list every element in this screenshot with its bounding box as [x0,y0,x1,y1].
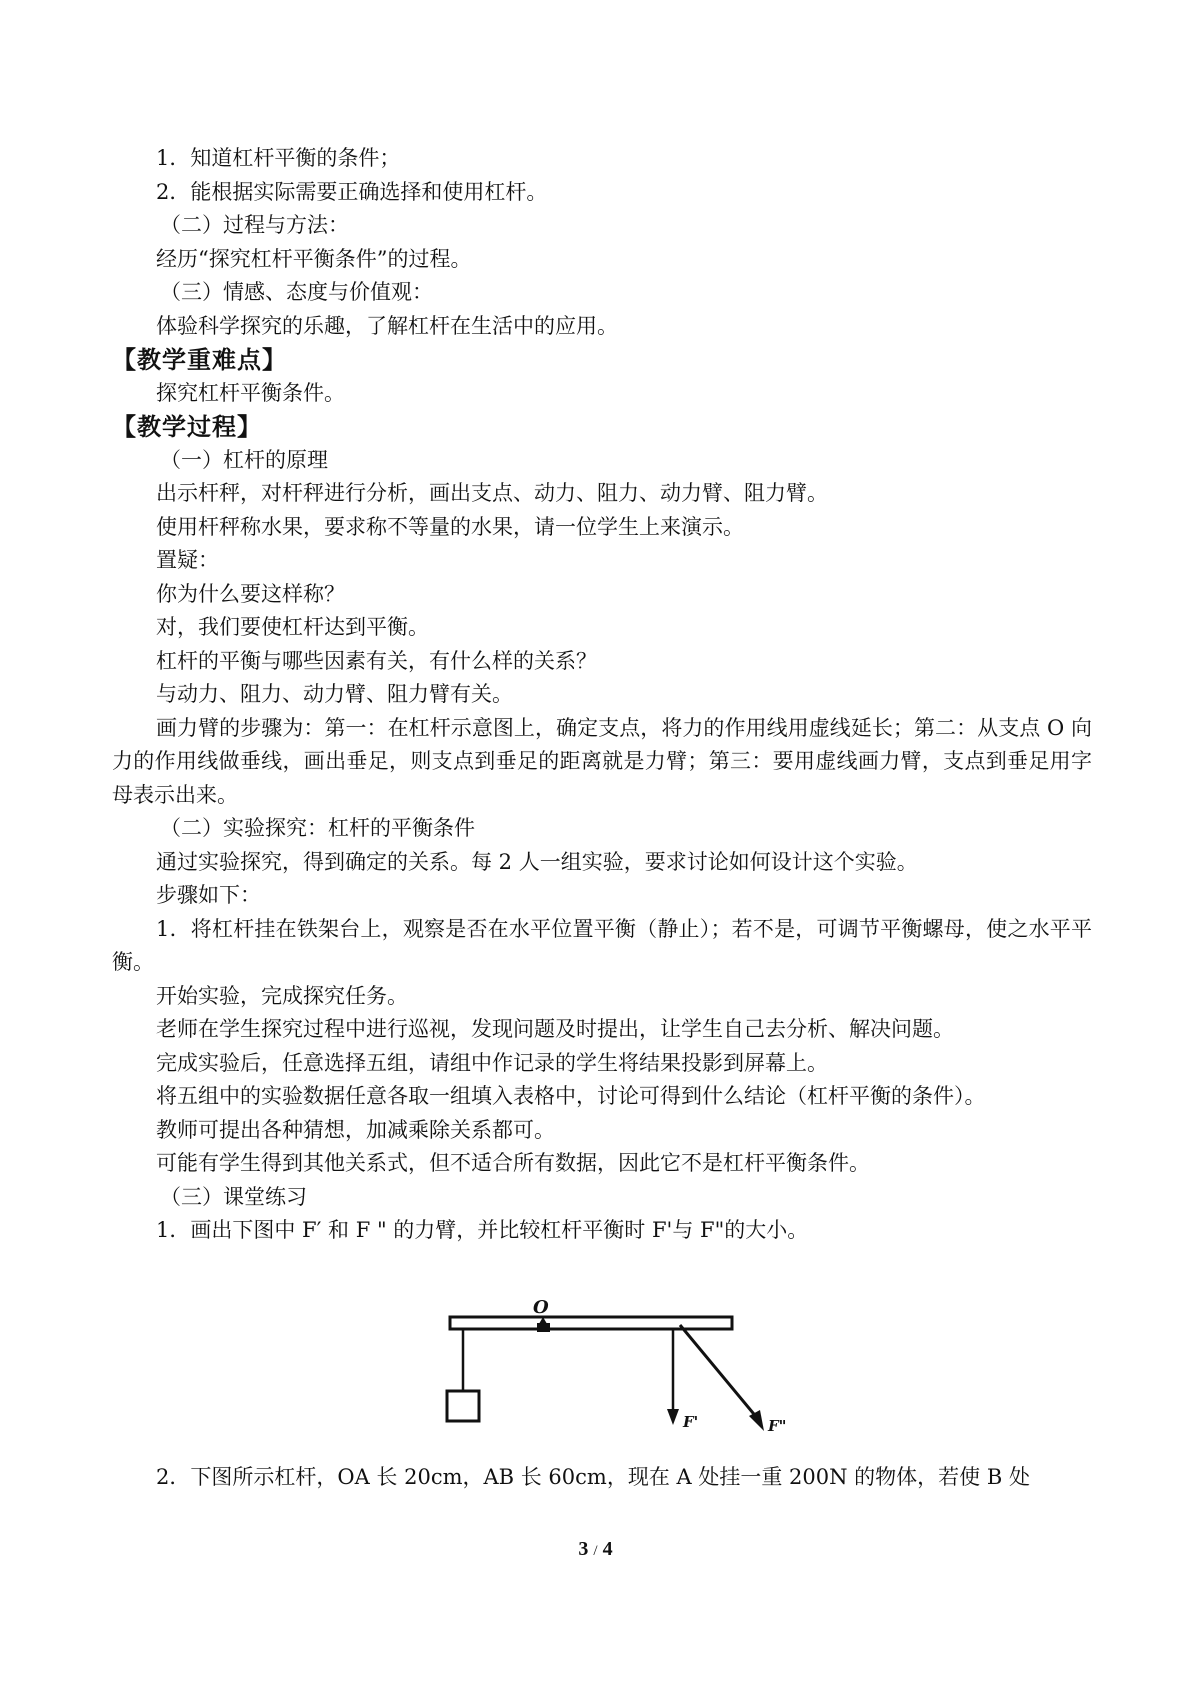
force-1-label: F' [683,1413,699,1431]
subsection-heading: （二）实验探究：杠杆的平衡条件 [160,816,475,840]
objective-line: 2．能根据实际需要正确选择和使用杠杆。 [156,179,548,204]
subsection-heading: （二）过程与方法： [160,213,349,237]
objective-line: 1．知道杠杆平衡的条件； [156,146,401,170]
figure-background [440,1283,820,1473]
text-after-figure [112,1461,1092,1495]
page-number [0,1538,1191,1561]
page-current: 3 [578,1538,589,1560]
exercise-2: 2．下图所示杠杆，OA 长 20cm，AB 长 60cm，现在 A 处挂一重 200N 的物体，若使 B 处 [156,1465,1030,1489]
subsection-heading: （三）情感、态度与价值观： [160,280,433,304]
subsection-heading: （三）课堂练习 [160,1184,307,1209]
section-heading-key-points: 【教学重难点】 [112,345,287,374]
paragraph: 使用杆秤称水果，要求称不等量的水果，请一位学生上来演示。 [156,514,744,539]
weight-block [447,1391,479,1421]
lever-figure [440,1283,820,1473]
paragraph: 步骤如下： [156,883,261,907]
paragraph: 与动力、阻力、动力臂、阻力臂有关。 [156,682,513,706]
paragraph: 可能有学生得到其他关系式，但不适合所有数据，因此它不是杠杆平衡条件。 [156,1151,870,1175]
paragraph: 经历“探究杠杆平衡条件”的过程。 [156,246,472,271]
paragraph: 体验科学探究的乐趣，了解杠杆在生活中的应用。 [156,313,618,338]
section-heading-process: 【教学过程】 [112,412,262,441]
lever-beam [450,1317,732,1329]
paragraph-moment-arm-steps: 画力臂的步骤为：第一：在杠杆示意图上，确定支点，将力的作用线用虚线延长；第二：从支点 O 向力的作用线做垂线，画出垂足，则支点到垂足的距离就是力臂；第三：要用虚线画力臂，支点到垂足用字母表示出来。 [112,715,1092,807]
page-total: 4 [602,1538,613,1560]
paragraph: 探究杠杆平衡条件。 [156,380,345,405]
paragraph: 置疑： [156,548,219,572]
paragraph: 老师在学生探究过程中进行巡视，发现问题及时提出，让学生自己去分析、解决问题。 [156,1017,954,1041]
page-separator: / [593,1543,598,1559]
force-2-label: F" [768,1417,787,1435]
exercise-1: 1．画出下图中 F′ 和 F " 的力臂，并比较杠杆平衡时 F'与 F"的大小。 [156,1218,809,1242]
paragraph: 你为什么要这样称？ [156,581,345,606]
paragraph: 教师可提出各种猜想，加减乘除关系都可。 [156,1117,555,1142]
pivot-base [537,1323,550,1332]
text-body [112,142,1092,1248]
paragraph: 杠杆的平衡与哪些因素有关，有什么样的关系？ [156,648,597,673]
paragraph: 对，我们要使杠杆达到平衡。 [156,615,429,639]
paragraph-table-discussion: 将五组中的实验数据任意各取一组填入表格中，讨论可得到什么结论（杠杆平衡的条件）。 [156,1084,986,1108]
paragraph: 通过实验探究，得到确定的关系。每 2 人一组实验，要求讨论如何设计这个实验。 [156,849,918,874]
pivot-label: O [533,1297,549,1318]
paragraph: 开始实验，完成探究任务。 [156,983,408,1008]
paragraph: 完成实验后，任意选择五组，请组中作记录的学生将结果投影到屏幕上。 [156,1050,828,1075]
subsection-heading: （一）杠杆的原理 [160,447,328,472]
paragraph-step-1: 1．将杠杆挂在铁架台上，观察是否在水平位置平衡（静止）；若不是，可调节平衡螺母，使之水平平衡。 [112,916,1092,974]
paragraph: 出示杆秤，对杆秤进行分析，画出支点、动力、阻力、动力臂、阻力臂。 [156,481,828,505]
